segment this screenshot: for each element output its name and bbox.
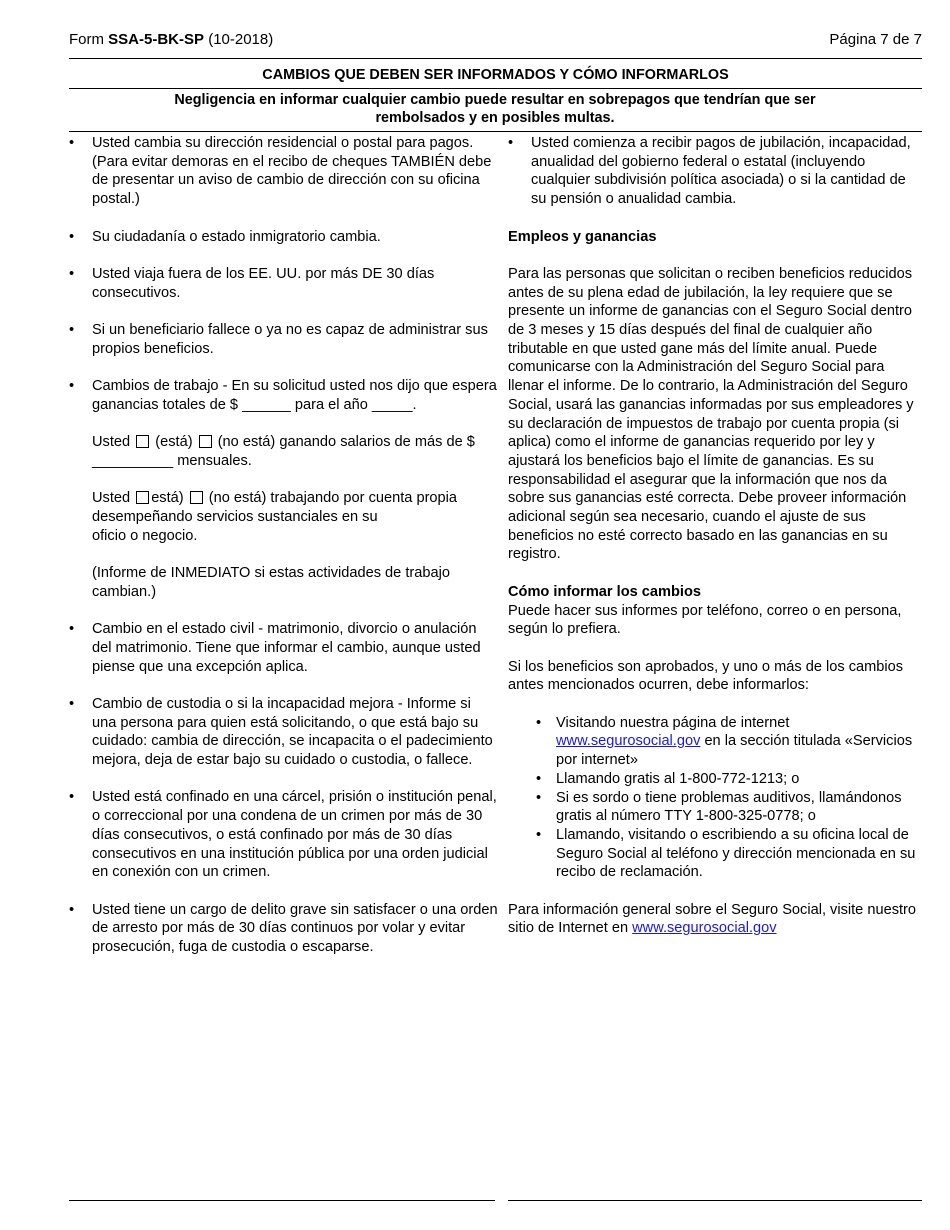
earnings-paragraph: Para las personas que solicitan o reciben beneficios reducidos antes de su plena edad de jubilación, la ley requiere que se presente un informe de ganancias con el Seguro Social dentro de 3 meses y 15 días después del final de cualquier año tributable en que usted gane más del límite anual. Puede comunicarse con la Administración del Seguro Social para llenar el informe. De lo contrario, la Administración del Seguro Social, usará las ganancias informadas por sus empleadores y su declaración de impuestos de trabajo por cuenta propia (si aplica) como el informe de ganancias requerido por ley y ajustará los beneficios bajo el límite de ganancias. Es su responsabilidad el asegurar que la información que nos da sobre sus ganancias esté correcta. Debe proveer información adicional según sea necesario, cuando el ajuste de sus beneficios no esté correcto basado en las ganancias en su registro.	[508, 265, 914, 563]
checkbox-no-esta[interactable]	[190, 491, 203, 504]
list-item	[69, 901, 499, 957]
subtitle-line-1: Negligencia en informar cualquier cambio puede resultar en sobrepagos que tendrían que ser	[174, 92, 816, 108]
form-prefix: Form	[69, 31, 109, 48]
report-options-list	[508, 714, 922, 882]
statement-text: (está)	[155, 434, 193, 451]
list-item	[508, 714, 922, 770]
list-item-text: Cambio de custodia o si la incapacidad mejora - Informe si una persona para quien está solicitando, o que está bajo su cuidado: cambia de dirección, se incapacita o el padecimiento mejora, deja de estar bajo su cuidado o custodia, o fallece.	[92, 695, 493, 769]
bullet-icon: •	[69, 265, 75, 282]
list-item	[69, 620, 499, 676]
title-divider	[69, 88, 922, 89]
wages-statement	[92, 433, 499, 470]
report-instructions-paragraph: Si los beneficios son aprobados, y uno o más de los cambios antes mencionados ocurren, debe informarlos:	[508, 658, 904, 694]
statement-text: (no está) trabajando por cuenta propia desempeñando servicios sustanciales en su	[92, 490, 458, 525]
list-item	[508, 770, 922, 789]
report-note: (Informe de INMEDIATO si estas actividades de trabajo cambian.)	[92, 565, 450, 600]
statement-text: Usted	[92, 490, 131, 507]
list-item-text: Usted está confinado en una cárcel, prisión o institución penal, o correccional por una condena de un crimen por más de 30 días consecutivos, o está confinado por más de 30 días consecutivos en una institución pública por una orden judicial en conexión con un crimen.	[92, 789, 497, 881]
page-number: Página 7 de 7	[829, 31, 922, 48]
list-item-text: Usted cambia su dirección residencial o postal para pagos. (Para evitar demoras en el recibo de cheques TAMBIÉN debe de presentar un aviso de cambio de dirección con su oficina postal.)	[92, 135, 492, 208]
list-item-text: Cambio en el estado civil - matrimonio, divorcio o anulación del matrimonio. Tiene que informar el cambio, aunque usted piense que una excepción aplica.	[92, 621, 481, 675]
list-item-text: Si es sordo o tiene problemas auditivos, llamándonos gratis al número TTY 1-800-325-0778; o	[556, 789, 902, 825]
website-link[interactable]: www.segurosocial.gov	[632, 920, 777, 937]
bullet-icon: •	[536, 770, 542, 787]
list-item	[69, 265, 499, 302]
statement-text: oficio o negocio.	[92, 527, 198, 544]
page-title: CAMBIOS QUE DEBEN SER INFORMADOS Y CÓMO INFORMARLOS	[262, 67, 729, 83]
list-item	[69, 788, 499, 882]
list-item-text: Usted comienza a recibir pagos de jubilación, incapacidad, anualidad del gobierno federal o estatal (incluyendo cualquier subdivisión política asociada) o si la cantidad de su pensión o anualidad cambia.	[531, 135, 911, 208]
list-item	[69, 377, 499, 414]
list-item	[69, 134, 499, 209]
list-item-text: Si un beneficiario fallece o ya no es capaz de administrar sus propios beneficios.	[92, 321, 488, 357]
list-item-text: Cambios de trabajo - En su solicitud usted nos dijo que espera ganancias totales de $ ______ para el año _____.	[92, 378, 497, 413]
checkbox-no-esta[interactable]	[199, 435, 212, 448]
list-item-text: Llamando, visitando o escribiendo a su oficina local de Seguro Social al teléfono y dirección mencionada en su recibo de reclamación.	[556, 826, 916, 881]
list-item	[508, 789, 922, 826]
list-item	[69, 321, 499, 358]
checkbox-esta[interactable]	[136, 491, 149, 504]
bullet-icon: •	[536, 826, 542, 843]
checkbox-esta[interactable]	[136, 435, 149, 448]
list-item-text: Llamando gratis al 1-800-772-1213; o	[556, 770, 800, 787]
list-item	[69, 228, 499, 247]
list-item-text: en la sección titulada «Servicios por internet»	[556, 733, 913, 769]
bullet-icon: •	[536, 789, 542, 806]
page-subtitle	[100, 91, 890, 127]
subtitle-line-2: rembolsados y en posibles multas.	[375, 110, 615, 126]
general-info-paragraph	[508, 901, 922, 938]
form-date: (10-2018)	[204, 31, 274, 48]
statement-text: Usted	[92, 434, 131, 451]
list-item-text: Usted viaja fuera de los EE. UU. por más DE 30 días consecutivos.	[92, 265, 435, 301]
bullet-icon: •	[536, 714, 542, 731]
list-item	[508, 826, 922, 882]
self-employment-statement	[92, 489, 499, 545]
statement-text: está)	[151, 490, 184, 507]
bullet-icon: •	[69, 901, 75, 918]
website-link[interactable]: www.segurosocial.gov	[556, 733, 701, 750]
statement-text: (no está) ganando salarios de más de $ __________ mensuales.	[92, 434, 475, 469]
list-item	[508, 134, 922, 209]
bullet-icon: •	[69, 135, 75, 151]
list-item	[69, 695, 499, 770]
bullet-icon: •	[69, 789, 75, 806]
footer-divider-right	[508, 1200, 922, 1201]
bullet-icon: •	[69, 378, 75, 395]
report-methods-paragraph: Puede hacer sus informes por teléfono, correo o en persona, según lo prefiera.	[508, 602, 902, 638]
form-number	[69, 31, 273, 50]
bullet-icon: •	[508, 135, 514, 151]
general-info-text: Para información general sobre el Seguro Social, visite nuestro sitio de Internet en	[508, 901, 917, 937]
bullet-icon: •	[69, 621, 75, 638]
left-column	[69, 134, 499, 975]
section-heading-earnings: Empleos y ganancias	[508, 228, 657, 245]
top-divider	[69, 58, 922, 59]
form-id: SSA-5-BK-SP	[108, 31, 205, 48]
section-heading-how-to-report: Cómo informar los cambios	[508, 583, 701, 600]
right-column	[508, 134, 922, 957]
subtitle-divider	[69, 131, 922, 132]
list-item-text: Visitando nuestra página de internet	[556, 714, 790, 731]
bullet-icon: •	[69, 228, 75, 245]
bullet-icon: •	[69, 321, 75, 338]
footer-divider-left	[69, 1200, 495, 1201]
list-item-text: Usted tiene un cargo de delito grave sin satisfacer o una orden de arresto por más de 30 días continuos por volar y evitar prosecución, fuga de custodia o escaparse.	[92, 901, 498, 956]
list-item-text: Su ciudadanía o estado inmigratorio cambia.	[92, 228, 381, 245]
bullet-icon: •	[69, 695, 75, 712]
